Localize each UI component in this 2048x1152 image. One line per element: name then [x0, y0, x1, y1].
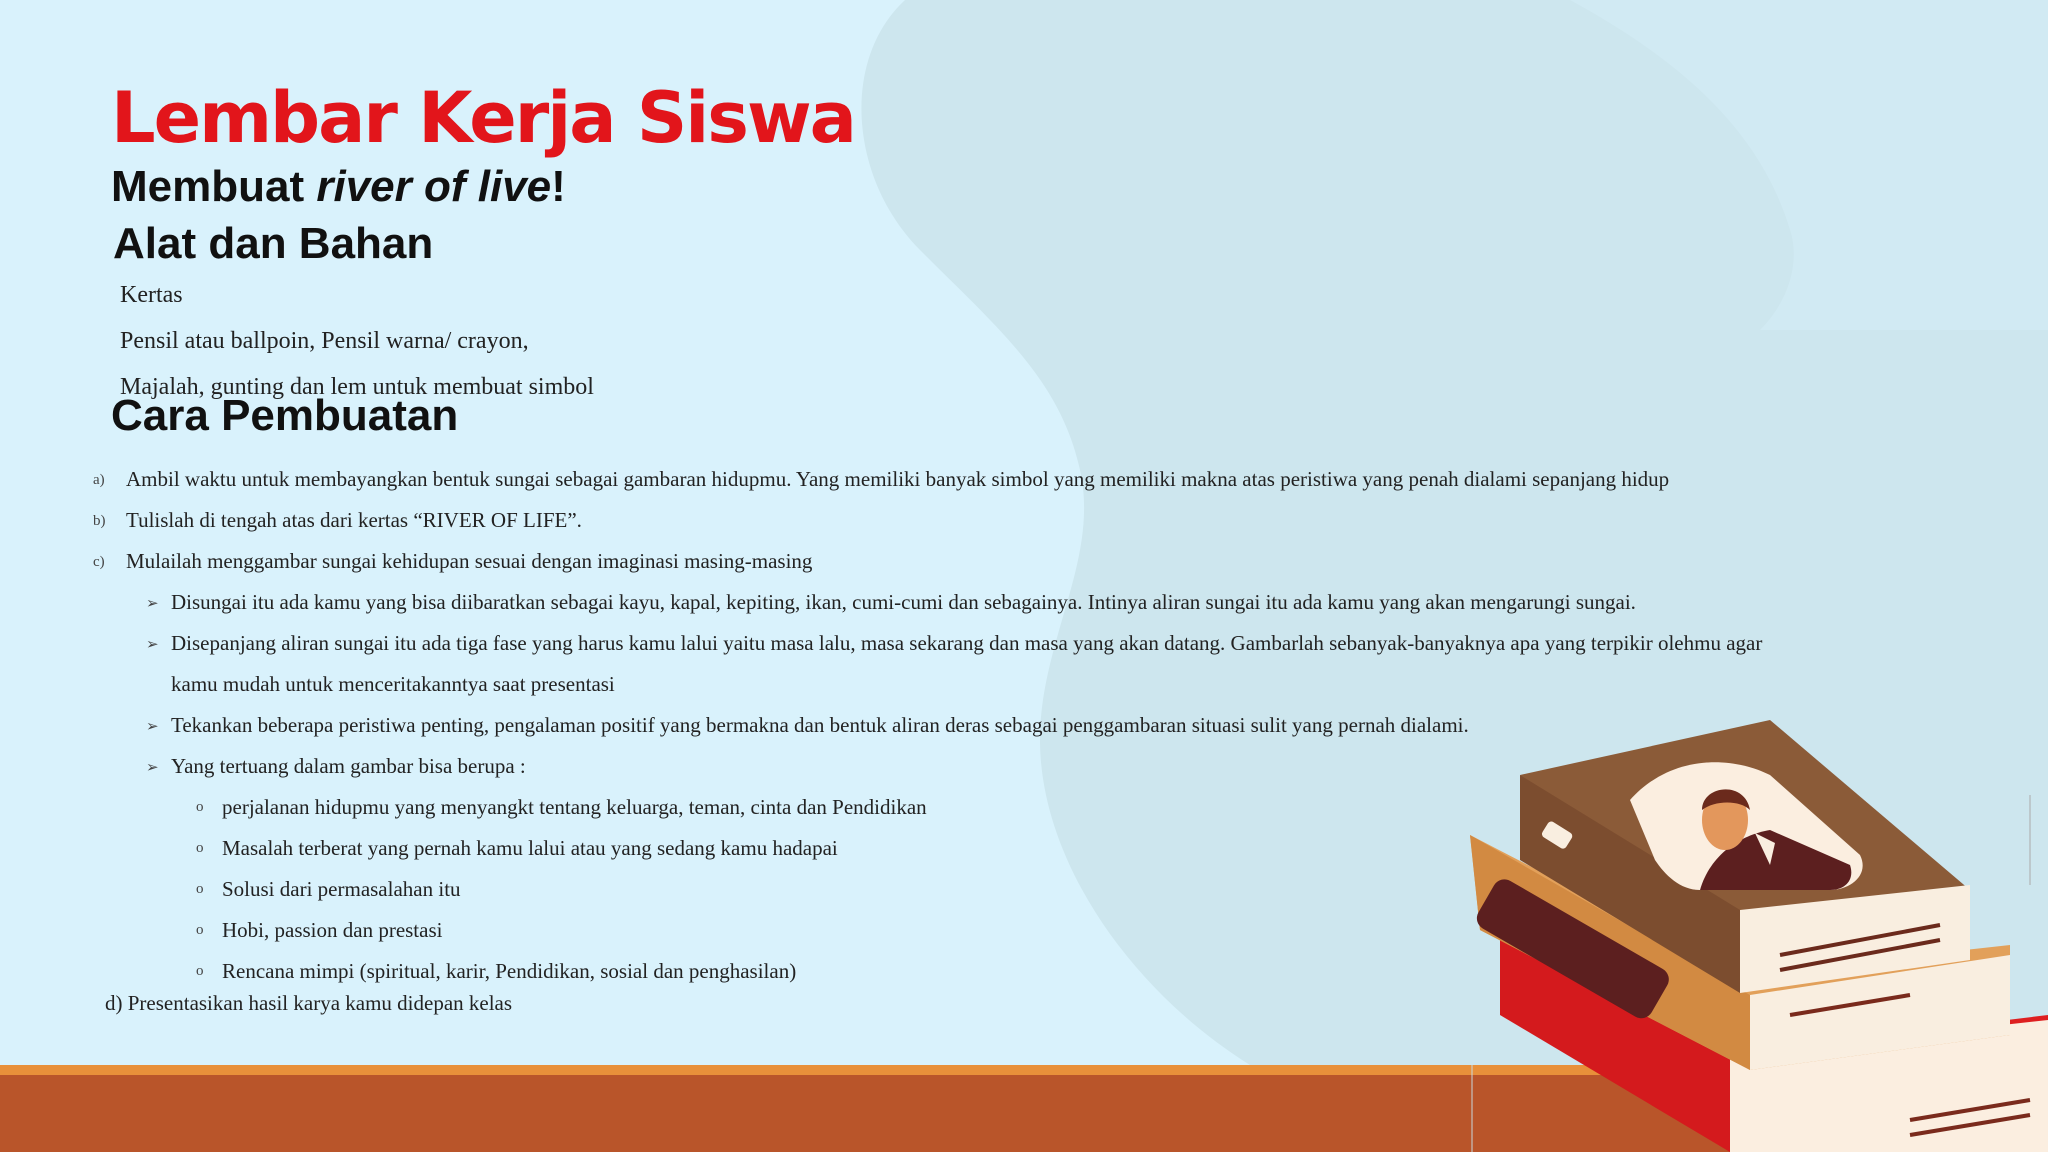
step-c-item: Hobi, passion dan prestasi — [222, 918, 443, 942]
circle-bullet-icon: o — [196, 840, 204, 856]
step-c-item: perjalanan hidupmu yang menyangkt tentang keluarga, teman, cinta dan Pendidikan — [222, 795, 927, 819]
step-d: d) Presentasikan hasil karya kamu didepan kelas — [105, 991, 513, 1015]
page-subtitle: Membuat river of live! — [111, 162, 566, 211]
page-title: Lembar Kerja Siswa — [111, 77, 855, 159]
stack-of-books-illustration — [1470, 715, 2048, 1152]
step-marker: b) — [93, 513, 106, 529]
step-c-sub: Tekankan beberapa peristiwa penting, pengalaman positif yang bermakna dan bentuk aliran deras sebagai penggambaran situasi sulit yang pernah dialami. — [171, 713, 1469, 737]
step-c: Mulailah menggambar sungai kehidupan sesuai dengan imaginasi masing-masing — [126, 549, 813, 573]
step-c-sub-continued: kamu mudah untuk menceritakanntya saat presentasi — [171, 672, 615, 696]
materials-heading: Alat dan Bahan — [113, 219, 434, 268]
step-marker: c) — [93, 554, 105, 570]
step-c-sub: Disungai itu ada kamu yang bisa diibaratkan sebagai kayu, kapal, kepiting, ikan, cumi-cumi dan sebagainya. Intinya aliran sungai itu ada kamu yang akan mengarungi sungai. — [171, 590, 1636, 614]
step-c-sub: Yang tertuang dalam gambar bisa berupa : — [171, 754, 526, 778]
step-c-item: Rencana mimpi (spiritual, karir, Pendidikan, sosial dan penghasilan) — [222, 959, 797, 983]
circle-bullet-icon: o — [196, 922, 204, 938]
step-marker: a) — [93, 472, 105, 488]
circle-bullet-icon: o — [196, 963, 204, 979]
step-c-item: Masalah terberat yang pernah kamu lalui atau yang sedang kamu hadapai — [222, 836, 838, 860]
circle-bullet-icon: o — [196, 881, 204, 897]
material-item: Majalah, gunting dan lem untuk membuat simbol — [120, 374, 594, 400]
arrow-bullet-icon: ➢ — [146, 719, 159, 735]
circle-bullet-icon: o — [196, 799, 204, 815]
arrow-bullet-icon: ➢ — [146, 596, 159, 612]
material-item: Kertas — [120, 282, 183, 308]
arrow-bullet-icon: ➢ — [146, 637, 159, 653]
step-c-sub: Disepanjang aliran sungai itu ada tiga fase yang harus kamu lalui yaitu masa lalu, masa sekarang dan masa yang akan datang. Gambarlah sebanyak-banyaknya apa yang terpikir olehmu agar — [171, 631, 1763, 655]
material-item: Pensil atau ballpoin, Pensil warna/ crayon, — [120, 328, 529, 354]
step-a: Ambil waktu untuk membayangkan bentuk sungai sebagai gambaran hidupmu. Yang memiliki banyak simbol yang memiliki makna atas peristiwa yang penah dialami sepanjang hidup — [126, 467, 1670, 491]
step-c-item: Solusi dari permasalahan itu — [222, 877, 461, 901]
arrow-bullet-icon: ➢ — [146, 760, 159, 776]
step-b: Tulislah di tengah atas dari kertas “RIVER OF LIFE”. — [126, 508, 582, 532]
steps-heading: Cara Pembuatan — [111, 391, 459, 440]
